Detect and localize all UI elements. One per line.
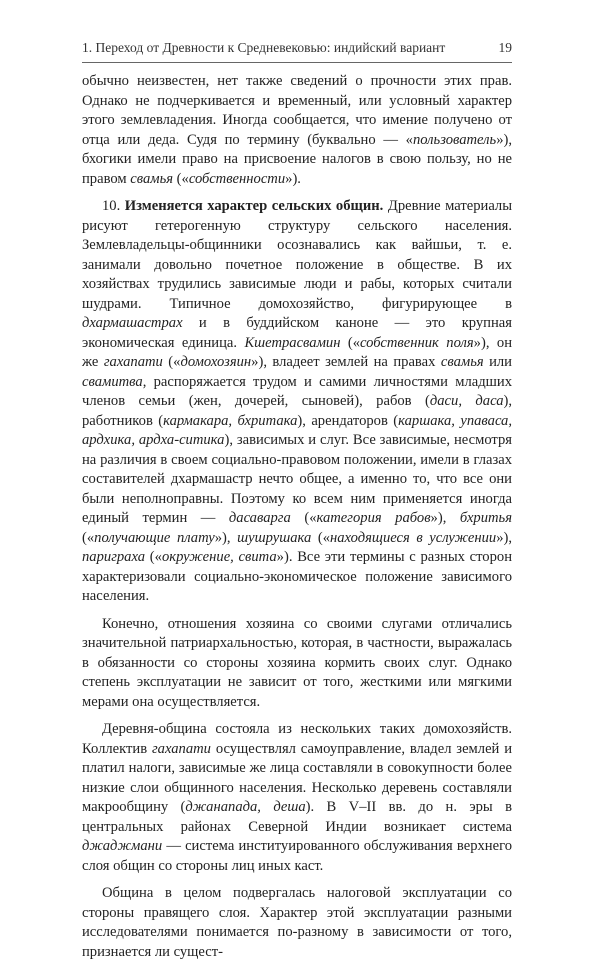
paragraph-3: Конечно, отношения хозяина со своими слугами отличались значительной патриархальностью, которая, в частности, выражалась в обязанности со стороны хозяина кормить своих слуг. Однако степень эксплуатации не зависит от того, жесткими или мягкими мерами она осуществляется.	[82, 615, 512, 710]
paragraph-5: Община в целом подвергалась налоговой эксплуатации со стороны правящего слоя. Характер этой эксплуатации разными исследователями понимается по-разному в зависимости от того, признается ли сущест-	[82, 885, 512, 960]
body-text	[82, 72, 512, 970]
paragraph-2: 10. Изменяется характер сельских общин. Древние материалы рисуют гетерогенную структуру сельского населения. Землевладельцы-общинники осознавались как вайшьи, т. е. занимали довольно почетное положение в обществе. В их хозяйствах трудились зависимые люди и рабы, которых считали шудрами. Типичное домохозяйство, фигурирующее в дхармашастрах и в буддийском каноне — это крупная экономическая единица. Кшетрасвамин («собственник поля»), он же гахапати («домохозяин»), владеет землей на правах свамья или свамитва, распоряжается трудом и самими личностями младших членов семьи (жен, дочерей, сыновей), рабов (даси, даса), работников (кармакара, бхритака), арендаторов (каршака, упаваса, ардхика, ардха-ситика), зависимых и слуг. Все зависимые, несмотря на различия в своем социально-правовом положении, имели в глазах составителей дхармашастр нечто общее, а именно то, что все они были неполноправны. Поэтому ко всем ним применяется иногда единый термин — дасаварга («категория рабов»), бхритья («получающие плату»), шушрушака («находящиеся в услужении»), париграха («окружение, свита»). Все эти термины с разных сторон характеризовали социально-экономическое положение зависимого населения.	[82, 198, 513, 604]
running-header-title: 1. Переход от Древности к Средневековью: индийский вариант	[82, 40, 446, 55]
section-heading: Изменяется характер сельских общин.	[124, 198, 384, 214]
header-rule	[82, 62, 512, 63]
paragraph-4: Деревня-община состояла из нескольких таких домохозяйств. Коллектив гахапати осуществлял самоуправление, владел землей и платил налоги, зависимые же лица составляли в совокупности более низкие слои общинного населения. Несколько деревень составляли макрообщину (джанапада, деша). В V–II вв. до н. эры в центральных районах Северной Индии возникает система джаджмани — система институированного обслуживания верхнего слоя общин со стороны лиц иных каст.	[82, 721, 512, 874]
paragraph-1: обычно неизвестен, нет также сведений о прочности этих прав. Однако не подчеркивается и временный, или условный характер этого землевладения. Иногда сообщается, что имение получено от отца или деда. Судя по термину (буквально — «пользователь»), бхогики имели право на присвоение налогов в свою пользу, но не правом свамья («собственности»).	[82, 73, 512, 187]
page-number: 19	[498, 40, 512, 55]
